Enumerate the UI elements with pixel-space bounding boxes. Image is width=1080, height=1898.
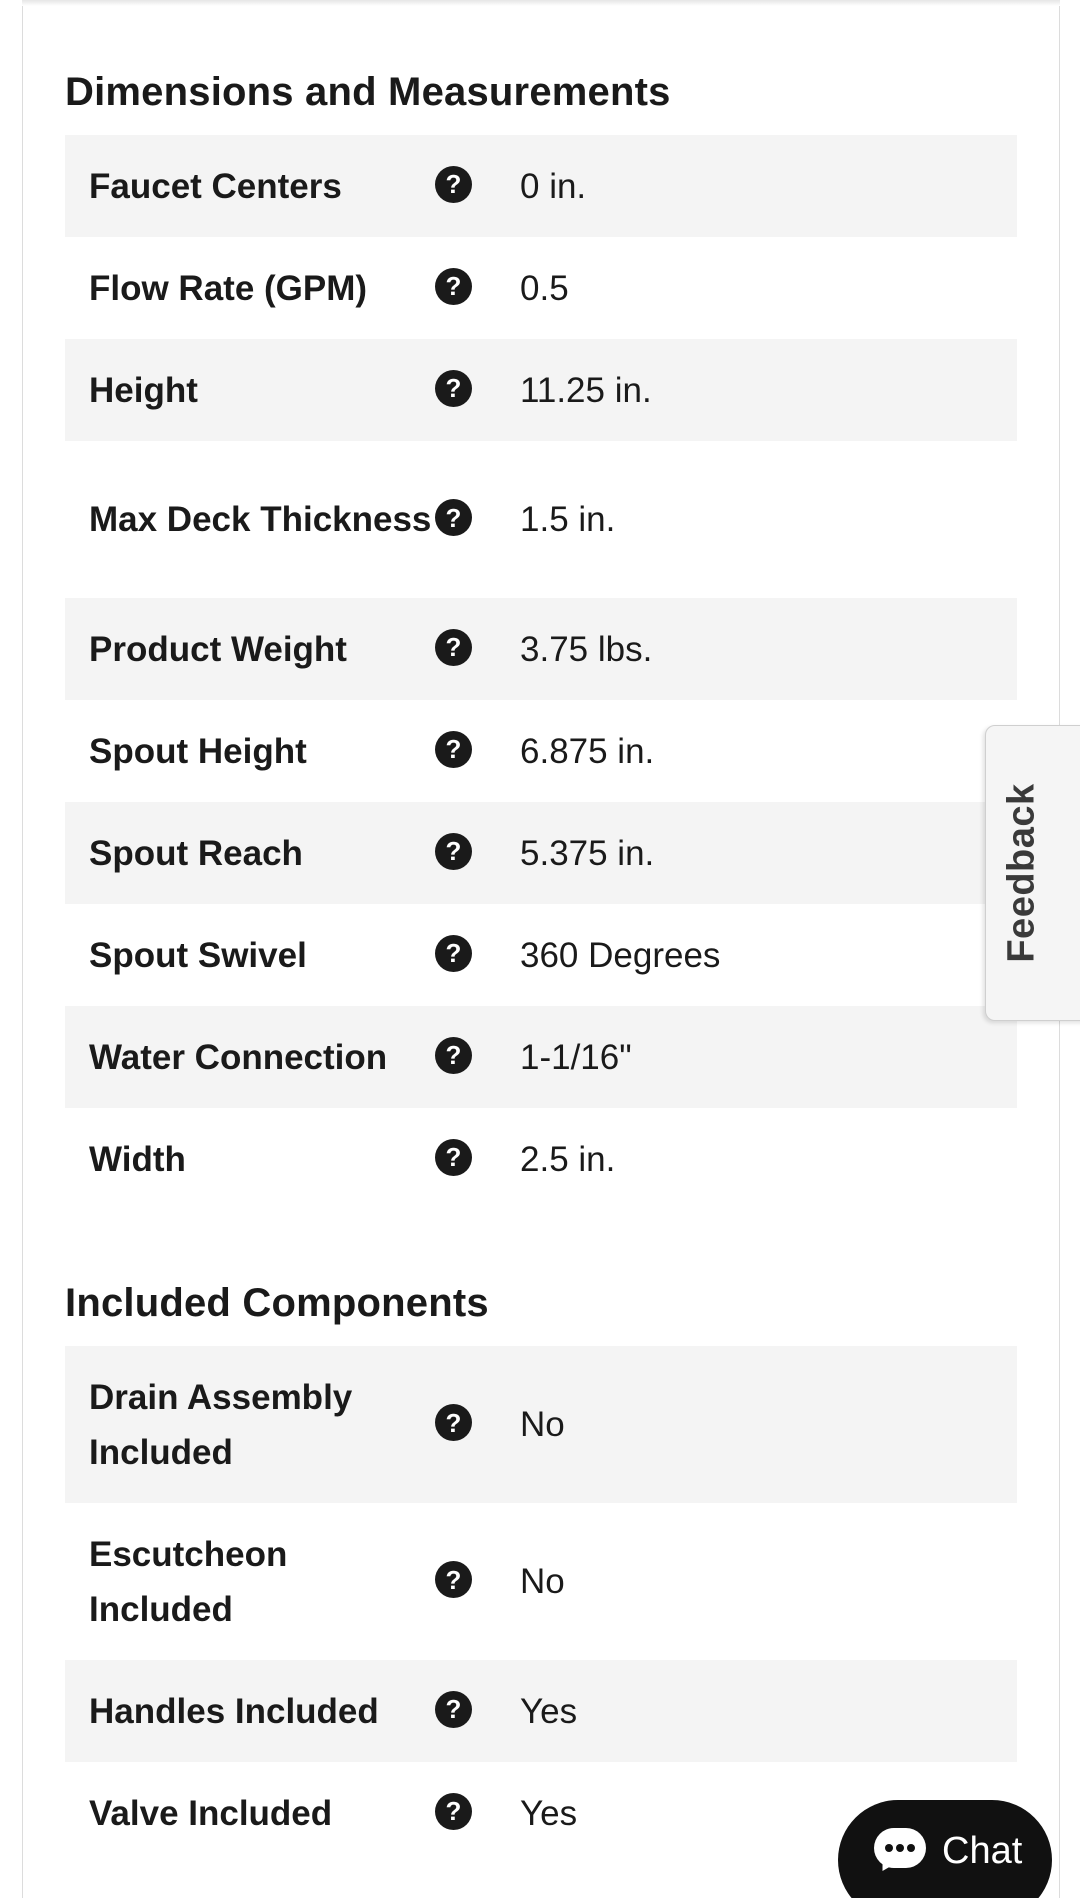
spec-row (65, 700, 1017, 802)
spec-table (65, 135, 1017, 1210)
chat-button[interactable] (838, 1800, 1052, 1898)
spec-label: Water Connection (89, 1037, 388, 1077)
question-circle-icon[interactable]: ? (435, 731, 472, 768)
spec-label: Drain Assembly Included (89, 1377, 353, 1472)
spec-label: Width (89, 1139, 186, 1179)
section-title: Dimensions and Measurements (65, 70, 671, 114)
spec-value: No (520, 1405, 565, 1444)
spec-label: Handles Included (89, 1691, 379, 1731)
spec-row (65, 1660, 1017, 1762)
spec-label: Faucet Centers (89, 166, 342, 206)
included-components-section (65, 1278, 1017, 1864)
spec-table (65, 1346, 1017, 1864)
spec-value: 360 Degrees (520, 935, 721, 975)
question-circle-icon[interactable]: ? (435, 370, 472, 407)
question-circle-icon[interactable]: ? (435, 1561, 472, 1598)
spec-row (65, 339, 1017, 441)
question-circle-icon[interactable]: ? (435, 1139, 472, 1176)
spec-value: 2.5 in. (520, 1139, 616, 1179)
spec-row (65, 1006, 1017, 1108)
spec-row (65, 598, 1017, 700)
spec-value: 5.375 in. (520, 833, 655, 873)
spec-value: 0 in. (520, 166, 587, 206)
spec-label: Flow Rate (GPM) (89, 268, 368, 308)
spec-label: Escutcheon Included (89, 1534, 288, 1629)
spec-row (65, 904, 1017, 1006)
question-circle-icon[interactable]: ? (435, 1037, 472, 1074)
spec-value: 1.5 in. (520, 500, 616, 539)
spec-value: 6.875 in. (520, 731, 655, 771)
spec-value: 0.5 (520, 268, 569, 308)
section-title: Included Components (65, 1281, 489, 1325)
header-shadow (22, 0, 1060, 6)
spec-label: Height (89, 370, 198, 410)
question-circle-icon[interactable]: ? (435, 1691, 472, 1728)
question-circle-icon[interactable]: ? (435, 499, 472, 536)
spec-label: Max Deck Thickness (89, 500, 432, 539)
spec-label: Valve Included (89, 1793, 333, 1833)
question-circle-icon[interactable]: ? (435, 166, 472, 203)
spec-row (65, 237, 1017, 339)
spec-label: Spout Swivel (89, 935, 307, 975)
question-circle-icon[interactable]: ? (435, 833, 472, 870)
question-circle-icon[interactable]: ? (435, 1793, 472, 1830)
spec-value: 11.25 in. (520, 370, 652, 410)
question-circle-icon[interactable]: ? (435, 1404, 472, 1441)
spec-value: Yes (520, 1793, 578, 1833)
spec-row (65, 802, 1017, 904)
spec-row (65, 1503, 1017, 1660)
spec-row (65, 1108, 1017, 1210)
spec-label: Spout Reach (89, 833, 303, 873)
spec-value: 1-1/16" (520, 1037, 632, 1077)
spec-value: 3.75 lbs. (520, 629, 653, 669)
spec-label: Product Weight (89, 629, 347, 669)
spec-value: No (520, 1562, 565, 1601)
spec-value: Yes (520, 1691, 578, 1731)
feedback-tab[interactable] (985, 725, 1080, 1021)
dimensions-section (65, 67, 1017, 1210)
question-circle-icon[interactable]: ? (435, 935, 472, 972)
spec-row (65, 441, 1017, 598)
question-circle-icon[interactable]: ? (435, 268, 472, 305)
chat-label: Chat (942, 1830, 1023, 1872)
spec-row (65, 1346, 1017, 1503)
spec-label: Spout Height (89, 731, 307, 771)
spec-row (65, 135, 1017, 237)
feedback-label: Feedback (1000, 783, 1043, 963)
chat-bubble-icon (874, 1828, 926, 1872)
question-circle-icon[interactable]: ? (435, 629, 472, 666)
